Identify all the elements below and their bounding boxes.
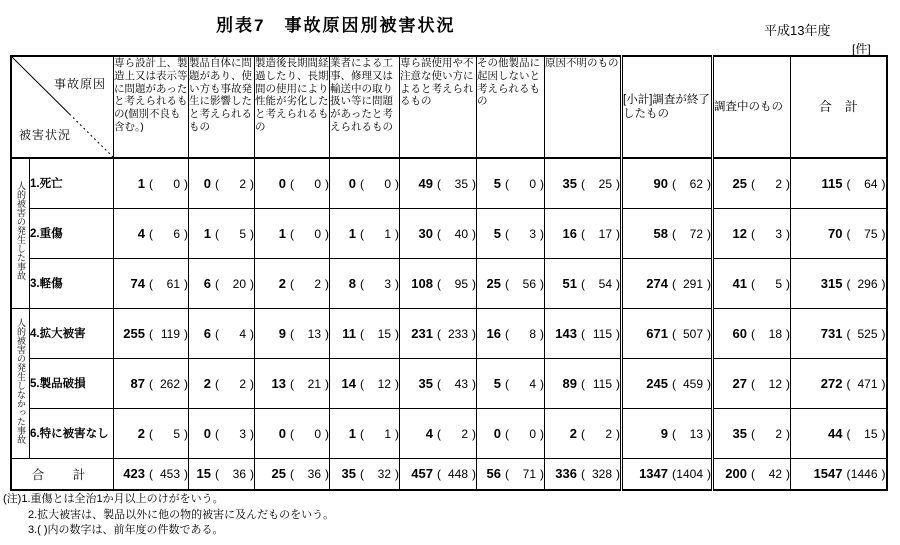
data-cell: 255 ( 119 ) [114,308,189,358]
data-cell: 6 ( 4 ) [189,308,255,358]
col-header-cause-1: 専ら設計上、製造上又は表示等に問題があったと考えられるもの(個別不良も含む。) [114,56,189,158]
corner-label-damage: 被害状況 [19,128,72,143]
data-cell: 35 ( 25 ) [545,158,622,208]
table-row [11,408,887,458]
data-cell: 1 ( 1 ) [330,208,400,258]
data-cell: 5 ( 4 ) [477,358,545,408]
row-group-no-injury-accidents [11,308,30,458]
data-cell: 25 ( 36 ) [255,458,330,490]
data-cell: 58 ( 72 ) [622,208,713,258]
page-title: 別表7 事故原因別被害状況 [216,16,456,35]
data-cell: 16 ( 8 ) [477,308,545,358]
data-cell: 274 ( 291 ) [622,258,713,308]
data-cell: 4 ( 2 ) [400,408,477,458]
table-row [11,208,887,258]
data-cell: 30 ( 40 ) [400,208,477,258]
data-cell: 87 ( 262 ) [114,358,189,408]
table-row [11,308,887,358]
data-cell: 8 ( 3 ) [330,258,400,308]
row-label: 5.製品破損 [30,358,114,408]
data-cell: 457 ( 448 ) [400,458,477,490]
data-cell: 25 ( 56 ) [477,258,545,308]
data-cell: 41 ( 5 ) [713,258,791,308]
row-label: 6.特に被害なし [30,408,114,458]
data-cell: 25 ( 2 ) [713,158,791,208]
table-row [11,258,887,308]
data-cell: 2 ( 2 ) [189,358,255,408]
fiscal-year-label: 平成13年度 [764,23,831,38]
data-cell: 231 ( 233 ) [400,308,477,358]
data-cell: 44 ( 15 ) [791,408,887,458]
row-group-label: 人的被害の発生した事故 [16,181,26,281]
footnote-1: (注)1.重傷とは全治1か月以上のけがをいう。 [3,493,224,505]
data-cell: 0 ( 0 ) [255,158,330,208]
data-cell: 0 ( 0 ) [330,158,400,208]
total-row-label: 合 計 [11,458,114,490]
data-cell: 272 ( 471 ) [791,358,887,408]
col-header-cause-5: 専ら誤使用や不注意な使い方によると考えられるもの [400,56,477,158]
data-cell: 0 ( 0 ) [477,408,545,458]
data-cell: 35 ( 32 ) [330,458,400,490]
col-header-investigating: 調査中のもの [713,56,791,158]
corner-label-cause: 事故原因 [53,77,106,91]
data-cell: 74 ( 61 ) [114,258,189,308]
data-cell: 56 ( 71 ) [477,458,545,490]
data-cell: 108 ( 95 ) [400,258,477,308]
col-header-cause-3: 製造後長期間経過したり、長期間の使用により性能が劣化したと考えられるもの [255,56,330,158]
data-cell: 35 ( 2 ) [713,408,791,458]
data-cell: 1 ( 0 ) [114,158,189,208]
footnote-3: 3.( )内の数字は、前年度の件数である。 [28,524,224,536]
data-cell: 2 ( 2 ) [545,408,622,458]
data-cell: 14 ( 12 ) [330,358,400,408]
row-group-injury-accidents [11,158,30,308]
col-header-cause-2: 製品自体に問題があり、使い方も事故発生に影響したと考えられるもの [189,56,255,158]
row-group-label: 人的被害の発生しなかった事故 [16,317,26,444]
data-cell: 9 ( 13 ) [622,408,713,458]
data-cell: 0 ( 2 ) [189,158,255,208]
col-header-cause-6: その他製品に起因しないと考えられるもの [477,56,545,158]
data-cell: 423 ( 453 ) [114,458,189,490]
data-cell: 1 ( 0 ) [255,208,330,258]
unit-label: [件] [852,42,871,56]
data-cell: 5 ( 0 ) [477,158,545,208]
footnote-2: 2.拡大被害は、製品以外に他の物的被害に及んだものをいう。 [28,508,335,521]
data-cell: 35 ( 43 ) [400,358,477,408]
data-cell: 12 ( 3 ) [713,208,791,258]
row-label: 4.拡大被害 [30,308,114,358]
data-cell: 4 ( 6 ) [114,208,189,258]
data-cell: 90 ( 62 ) [622,158,713,208]
data-cell: 16 ( 17 ) [545,208,622,258]
data-cell: 731 ( 525 ) [791,308,887,358]
damage-by-cause-table [10,55,888,491]
data-cell: 5 ( 3 ) [477,208,545,258]
data-cell: 1 ( 5 ) [189,208,255,258]
header-row [11,56,887,158]
data-cell: 1 ( 1 ) [330,408,400,458]
data-cell: 200 ( 42 ) [713,458,791,490]
data-cell: 51 ( 54 ) [545,258,622,308]
data-cell: 49 ( 35 ) [400,158,477,208]
data-cell: 671 ( 507 ) [622,308,713,358]
data-cell: 6 ( 20 ) [189,258,255,308]
data-cell: 9 ( 13 ) [255,308,330,358]
col-header-grand-total: 合 計 [791,56,887,158]
data-cell: 89 ( 115 ) [545,358,622,408]
data-cell: 60 ( 18 ) [713,308,791,358]
table-row [11,358,887,408]
data-cell: 115 ( 64 ) [791,158,887,208]
col-header-subtotal: [小計]調査が終了したもの [622,56,713,158]
data-cell: 336 ( 328 ) [545,458,622,490]
row-label: 3.軽傷 [30,258,114,308]
total-row [11,458,887,490]
col-header-cause-7: 原因不明のもの [545,56,622,158]
data-cell: 0 ( 3 ) [189,408,255,458]
data-cell: 1347 (1404 ) [622,458,713,490]
data-cell: 315 ( 296 ) [791,258,887,308]
row-label: 2.重傷 [30,208,114,258]
data-cell: 245 ( 459 ) [622,358,713,408]
data-cell: 2 ( 5 ) [114,408,189,458]
data-cell: 70 ( 75 ) [791,208,887,258]
table-row [11,158,887,208]
data-cell: 15 ( 36 ) [189,458,255,490]
data-cell: 27 ( 12 ) [713,358,791,408]
footnotes [3,492,334,539]
data-cell: 0 ( 0 ) [255,408,330,458]
data-cell: 143 ( 115 ) [545,308,622,358]
data-cell: 1547 (1446 ) [791,458,887,490]
data-cell: 11 ( 15 ) [330,308,400,358]
row-label: 1.死亡 [30,158,114,208]
corner-header-cell [11,56,114,158]
data-cell: 13 ( 21 ) [255,358,330,408]
data-cell: 2 ( 2 ) [255,258,330,308]
col-header-cause-4: 業者による工事、修理又は輸送中の取り扱い等に問題があったと考えられるもの [330,56,400,158]
